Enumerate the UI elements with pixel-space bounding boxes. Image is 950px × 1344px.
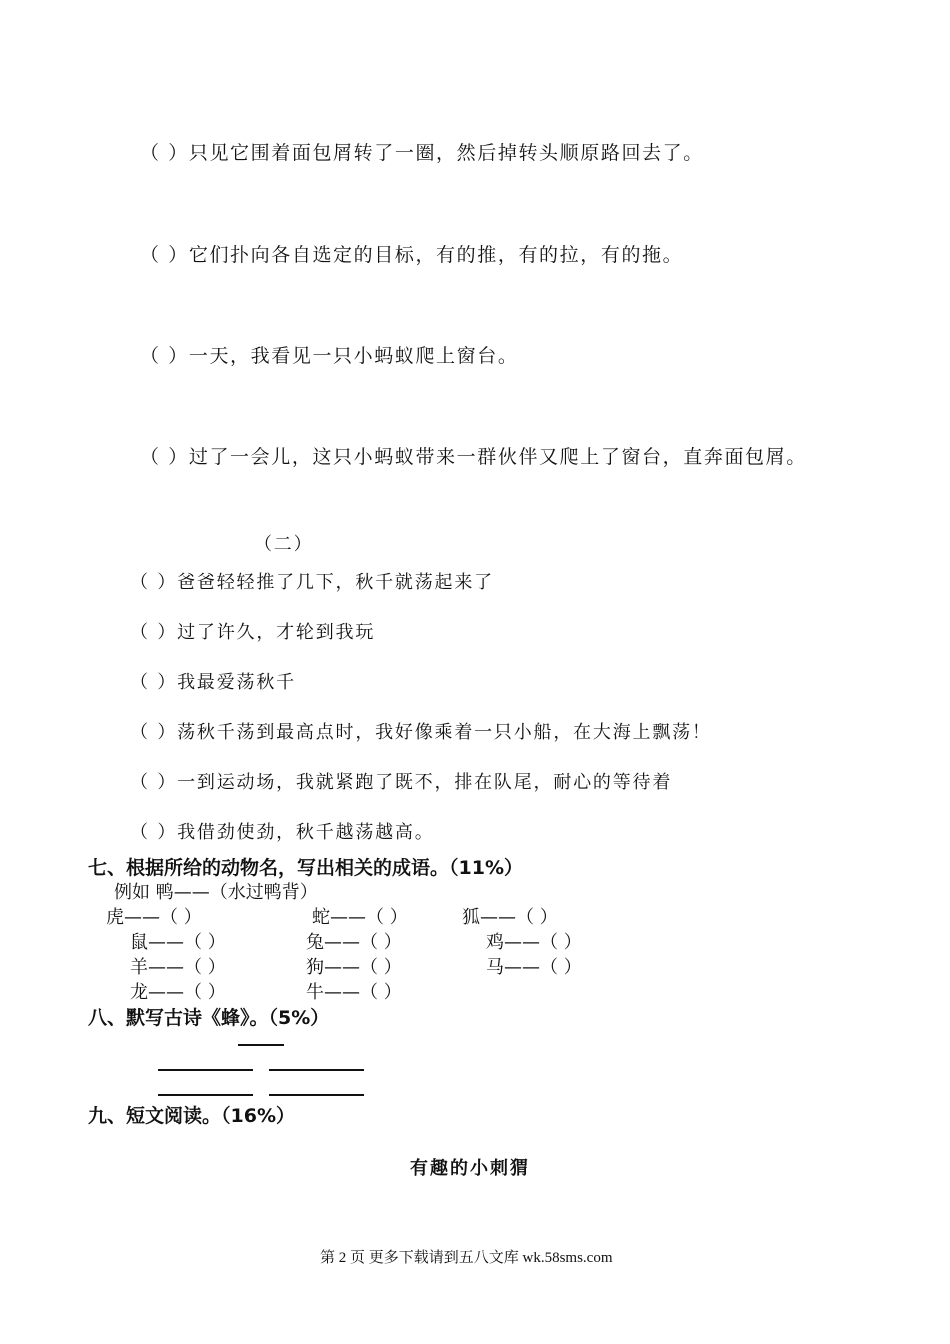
- poem-line-4-blank: [269, 1094, 364, 1096]
- idiom-horse: 马——（ ）: [486, 957, 582, 978]
- order-item-2: （ ）它们扑向各自选定的目标，有的推，有的拉，有的拖。: [140, 244, 684, 266]
- order-item-4: （ ）过了一会儿，这只小蚂蚁带来一群伙伴又爬上了窗台，直奔面包屑。: [140, 446, 807, 468]
- poem-title-blank: [238, 1044, 284, 1046]
- order-item-1: （ ）只见它围着面包屑转了一圈，然后掉转头顺原路回去了。: [140, 142, 704, 164]
- poem-line-1-blank: [158, 1069, 253, 1071]
- passage-title: 有趣的小刺猬: [410, 1158, 530, 1179]
- swing-item-6: （ ）我借劲使劲，秋千越荡越高。: [130, 822, 435, 843]
- idiom-rooster: 鸡——（ ）: [486, 932, 582, 953]
- section7-heading: 七、根据所给的动物名，写出相关的成语。（11%）: [88, 857, 523, 879]
- idiom-fox: 狐——（ ）: [462, 907, 558, 928]
- poem-line-3-blank: [158, 1094, 253, 1096]
- idiom-ox: 牛——（ ）: [306, 982, 402, 1003]
- swing-item-4: （ ）荡秋千荡到最高点时，我好像乘着一只小船，在大海上飘荡！: [130, 722, 712, 743]
- idiom-example: 例如 鸭——（水过鸭背）: [114, 882, 318, 903]
- part-two-label: （二）: [254, 534, 314, 555]
- page-footer: 第 2 页 更多下载请到五八文库 wk.58sms.com: [320, 1250, 613, 1266]
- idiom-rabbit: 兔——（ ）: [306, 932, 402, 953]
- idiom-rat: 鼠——（ ）: [130, 932, 226, 953]
- idiom-snake: 蛇——（ ）: [312, 907, 408, 928]
- idiom-dragon: 龙——（ ）: [130, 982, 226, 1003]
- poem-line-2-blank: [269, 1069, 364, 1071]
- swing-item-1: （ ）爸爸轻轻推了几下，秋千就荡起来了: [130, 572, 494, 593]
- idiom-sheep: 羊——（ ）: [130, 957, 226, 978]
- swing-item-3: （ ）我最爱荡秋千: [130, 672, 296, 693]
- idiom-tiger: 虎——（ ）: [106, 907, 202, 928]
- swing-item-2: （ ）过了许久，才轮到我玩: [130, 622, 376, 643]
- swing-item-5: （ ）一到运动场，我就紧跑了既不，排在队尾，耐心的等待着: [130, 772, 673, 793]
- section8-heading: 八、默写古诗《蜂》。（5%）: [88, 1007, 330, 1029]
- section9-heading: 九、短文阅读。（16%）: [88, 1105, 295, 1127]
- idiom-dog: 狗——（ ）: [306, 957, 402, 978]
- order-item-3: （ ）一天，我看见一只小蚂蚁爬上窗台。: [140, 345, 519, 367]
